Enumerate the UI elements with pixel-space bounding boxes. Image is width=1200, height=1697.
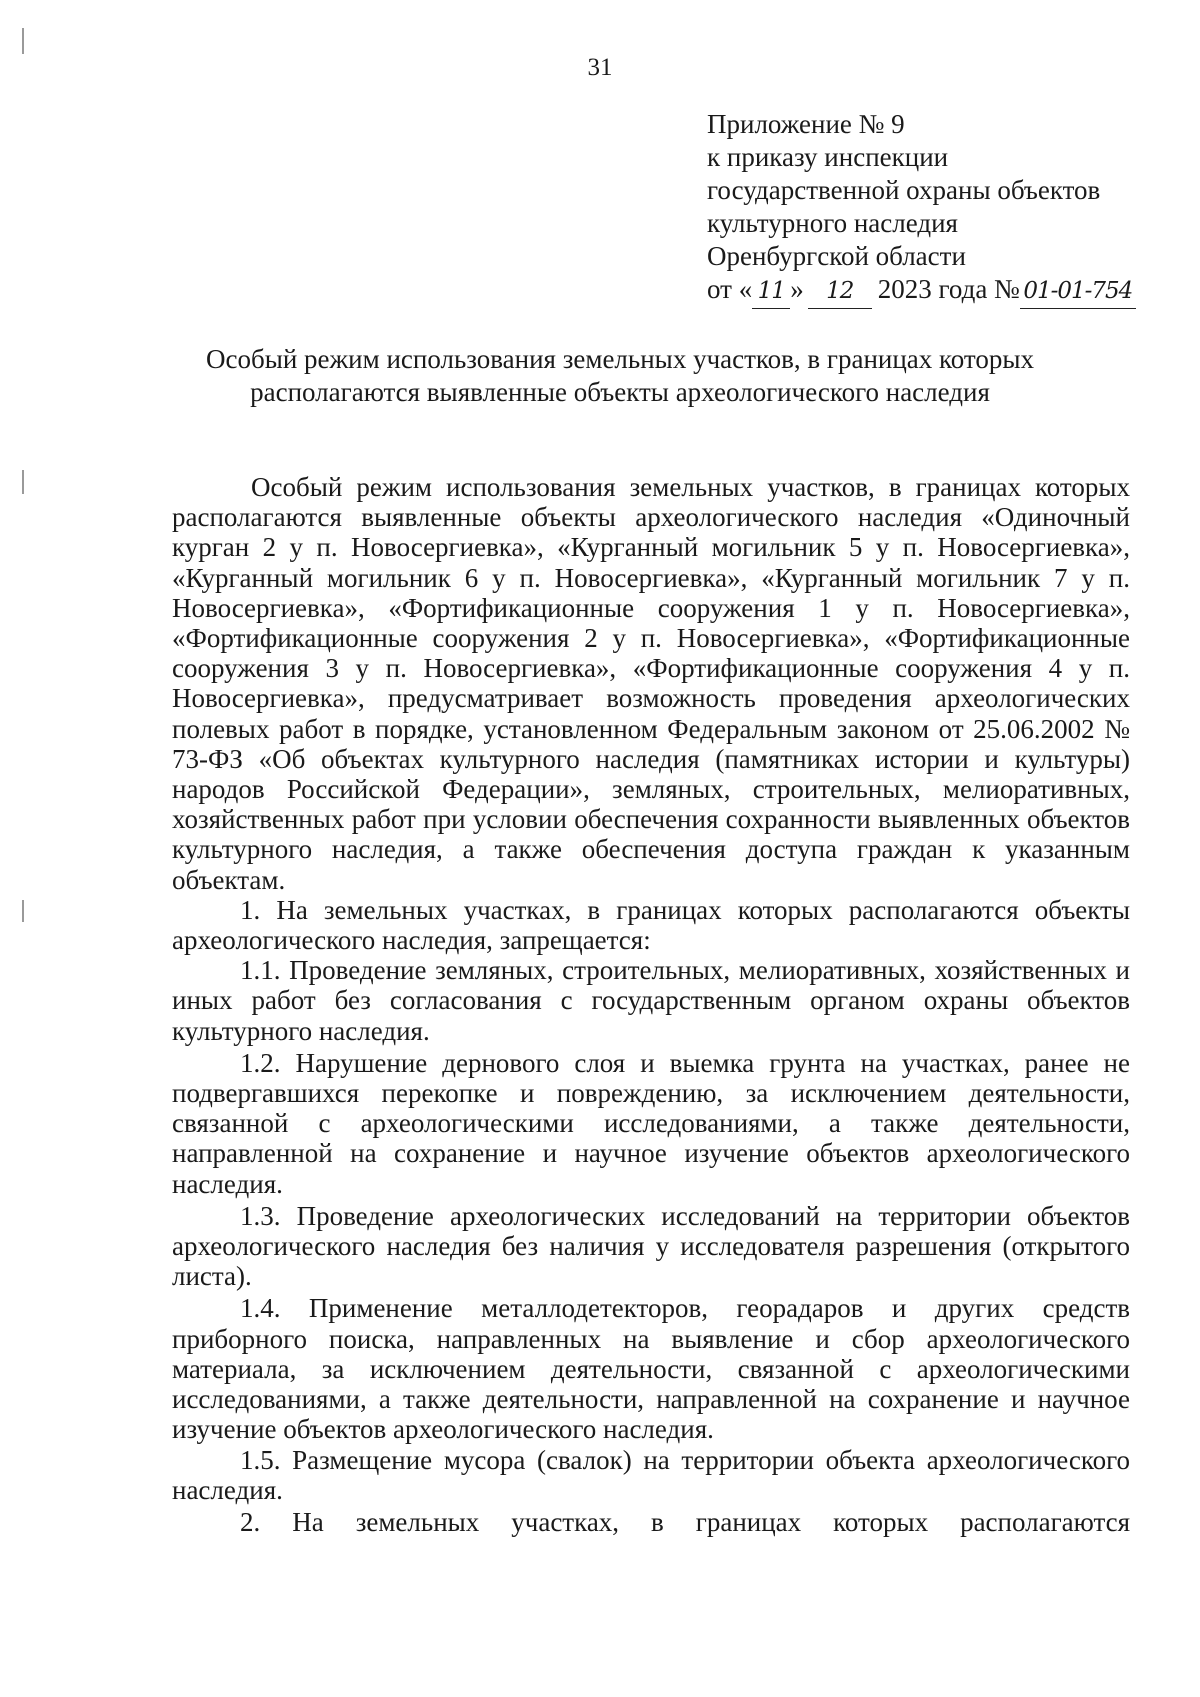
clause-2: 2. На земельных участках, в границах которых располагаются <box>240 1506 1130 1537</box>
date-mid: » <box>790 274 804 304</box>
appendix-line: Оренбургской области <box>707 241 966 271</box>
appendix-line: государственной охраны объектов <box>707 175 1101 205</box>
document-title <box>140 343 1100 409</box>
title-line: располагаются выявленные объекты археологического наследия <box>250 377 990 407</box>
intro-paragraph: Особый режим использования земельных участков, в границах которых располагаются выявленные объекты археологического наследия «Одиночный курган 2 у п. Новосергиевка», «Курганный могильник 5 у п. Новосергиевка», «Курганный могильник 6 у п. Новосергиевка», «Курганный могильник 7 у п. Новосергиевка», «Фортификационные сооружения 1 у п. Новосергиевка», «Фортификационные сооружения 2 у п. Новосергиевка», «Фортификационные сооружения 3 у п. Новосергиевка», «Фортификационные сооружения 4 у п. Новосергиевка», предусматривает возможность проведения археологических полевых работ в порядке, установленном Федеральным законом от 25.06.2002 № 73-ФЗ «Об объектах культурного наследия (памятниках истории и культуры) народов Российской Федерации», земляных, строительных, мелиоративных, хозяйственных работ при условии обеспечения сохранности выявленных объектов культурного наследия, а также обеспечения доступа граждан к указанным объектам. <box>172 472 1130 895</box>
date-prefix: от « <box>707 274 753 304</box>
handwritten-order-number: 01-01-754 <box>1020 275 1136 309</box>
year-text: 2023 года № <box>877 274 1020 304</box>
scan-edge-mark <box>22 28 24 54</box>
clause-1: 1. На земельных участках, в границах которых располагаются объекты археологического наследия, запрещается: <box>172 894 1130 956</box>
document-body <box>172 472 1130 1537</box>
appendix-header <box>707 108 1136 309</box>
page-number: 31 <box>587 54 613 81</box>
clause-1-2: 1.2. Нарушение дернового слоя и выемка грунта на участках, ранее не подвергавшихся перекопке и повреждению, за исключением деятельности, связанной с археологическими исследованиями, а также деятельности, направленной на сохранение и научное изучение объектов археологического наследия. <box>172 1047 1130 1199</box>
scan-edge-mark <box>22 900 24 922</box>
order-date-line <box>707 273 1136 309</box>
appendix-line: Приложение № 9 <box>707 109 905 139</box>
scan-edge-mark <box>22 470 24 494</box>
clause-1-5: 1.5. Размещение мусора (свалок) на территории объекта археологического наследия. <box>172 1444 1130 1505</box>
clause-1-1: 1.1. Проведение земляных, строительных, мелиоративных, хозяйственных и иных работ без согласования с государственным органом охраны объектов культурного наследия. <box>172 955 1130 1046</box>
appendix-line: к приказу инспекции <box>707 142 949 172</box>
handwritten-month: 12 <box>808 275 872 309</box>
clause-1-4: 1.4. Применение металлодетекторов, георадаров и других средств приборного поиска, направленных на выявление и сбор археологического материала, за исключением деятельности, связанной с археологическими исследованиями, а также деятельности, направленной на сохранение и научное изучение объектов археологического наследия. <box>172 1293 1130 1445</box>
handwritten-day: 11 <box>752 275 790 309</box>
appendix-line: культурного наследия <box>707 208 958 238</box>
title-line: Особый режим использования земельных участков, в границах которых <box>205 344 1035 374</box>
clause-1-3: 1.3. Проведение археологических исследований на территории объектов археологического наследия без наличия у исследователя разрешения (открытого листа). <box>172 1200 1130 1292</box>
